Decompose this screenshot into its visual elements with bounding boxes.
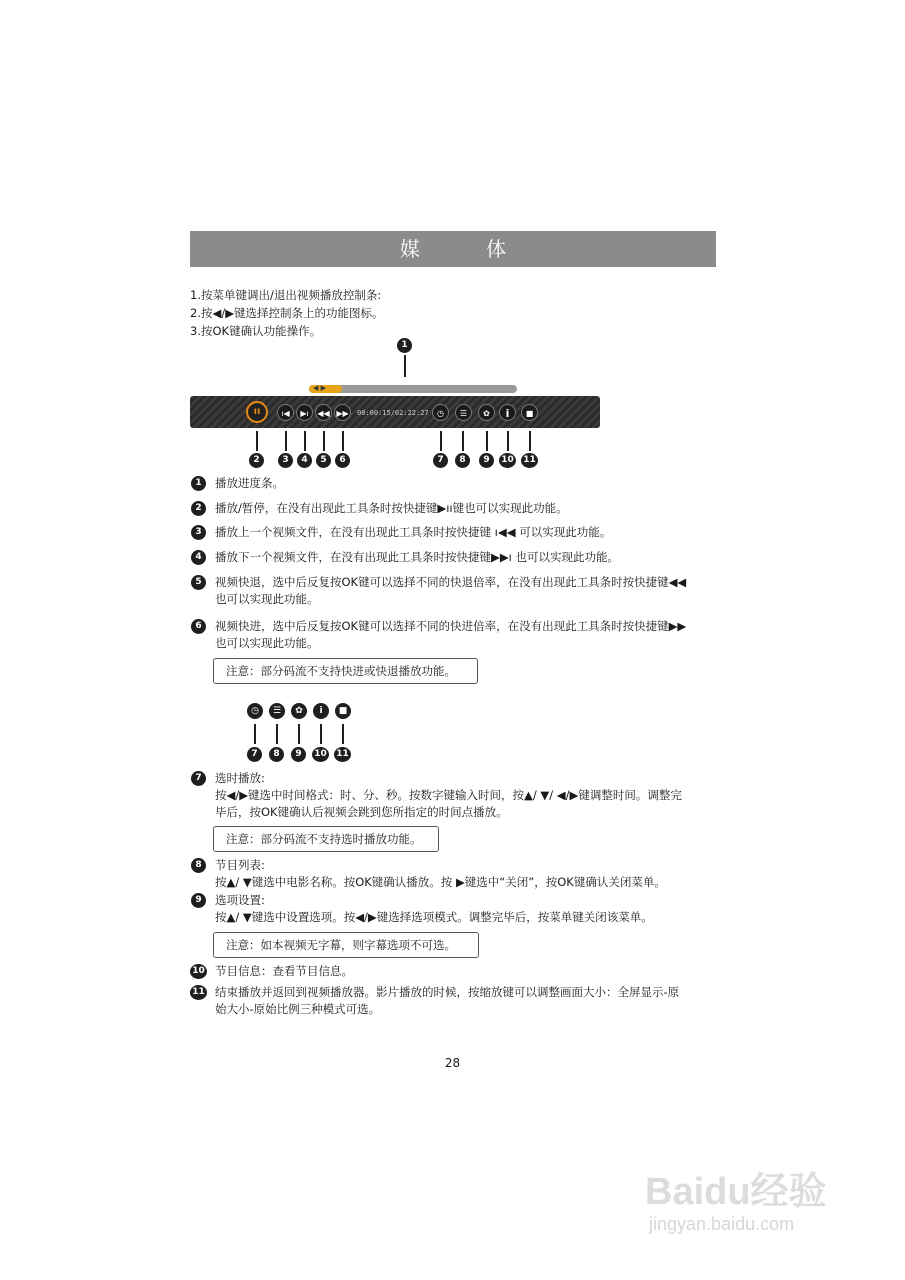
callout-8: 8 xyxy=(455,453,470,468)
item-text: 播放下一个视频文件，在没有出现此工具条时按快捷键▶▶ı 也可以实现此功能。 xyxy=(215,550,620,564)
item-number: 11 xyxy=(190,985,207,1000)
callout-6: 6 xyxy=(335,453,350,468)
note-box: 注意：部分码流不支持快进或快退播放功能。 xyxy=(213,658,478,684)
callout-line xyxy=(462,431,464,451)
item-text: 视频快退，选中后反复按OK键可以选择不同的快退倍率，在没有出现此工具条时按快捷键◀◀ xyxy=(215,575,687,589)
callout-line xyxy=(276,724,278,744)
item-number: 6 xyxy=(191,619,206,634)
callout-8: 8 xyxy=(269,747,284,762)
callout-line xyxy=(256,431,258,451)
previous-button[interactable]: ı◀ xyxy=(277,404,294,421)
callout-line xyxy=(285,431,287,451)
callout-line xyxy=(342,724,344,744)
item-text: 节目信息：查看节目信息。 xyxy=(215,964,353,978)
callout-9: 9 xyxy=(479,453,494,468)
item-title: 选项设置: xyxy=(215,893,265,907)
clock-icon: ◷ xyxy=(247,703,263,719)
step-3: 3.按OK键确认功能操作。 xyxy=(190,324,322,338)
item-number: 4 xyxy=(191,550,206,565)
callout-line xyxy=(440,431,442,451)
item-text: 始大小-原始比例三种模式可选。 xyxy=(215,1002,381,1016)
item-title: 选时播放: xyxy=(215,771,265,785)
item-text: 毕后，按OK键确认后视频会跳到您所指定的时间点播放。 xyxy=(215,805,508,819)
callout-9: 9 xyxy=(291,747,306,762)
callout-11: 11 xyxy=(334,747,351,762)
callout-line xyxy=(254,724,256,744)
callout-line xyxy=(404,355,406,377)
item-number: 10 xyxy=(190,964,207,979)
callout-11: 11 xyxy=(521,453,538,468)
info-icon[interactable]: i xyxy=(499,404,516,421)
item-text: 播放进度条。 xyxy=(215,476,284,490)
time-readout: 00:00:15/02:22:27 xyxy=(357,409,429,417)
item-text: 也可以实现此功能。 xyxy=(215,636,319,650)
callout-7: 7 xyxy=(247,747,262,762)
item-number: 9 xyxy=(191,893,206,908)
item-number: 3 xyxy=(191,525,206,540)
settings-gear-icon: ✿ xyxy=(291,703,307,719)
fast-forward-button[interactable]: ▶▶ xyxy=(334,404,351,421)
callout-line xyxy=(323,431,325,451)
item-text: 视频快进，选中后反复按OK键可以选择不同的快进倍率，在没有出现此工具条时按快捷键▶▶ xyxy=(215,619,687,633)
callout-line xyxy=(304,431,306,451)
watermark xyxy=(645,1150,855,1240)
item-text: 播放上一个视频文件，在没有出现此工具条时按快捷键 ı◀◀ 可以实现此功能。 xyxy=(215,525,612,539)
watermark-url: jingyan.baidu.com xyxy=(649,1214,795,1234)
playlist-icon: ☰ xyxy=(269,703,285,719)
playlist-icon[interactable]: ☰ xyxy=(455,404,472,421)
callout-line xyxy=(298,724,300,744)
step-1: 1.按菜单键调出/退出视频播放控制条: xyxy=(190,288,382,302)
item-text: 播放/暂停，在没有出现此工具条时按快捷键▶ıı键也可以实现此功能。 xyxy=(215,501,568,515)
callout-line xyxy=(342,431,344,451)
note-box: 注意：部分码流不支持选时播放功能。 xyxy=(213,826,439,852)
item-number: 7 xyxy=(191,771,206,786)
stop-icon: ■ xyxy=(335,703,351,719)
settings-gear-icon[interactable]: ✿ xyxy=(478,404,495,421)
callout-4: 4 xyxy=(297,453,312,468)
rewind-button[interactable]: ◀◀ xyxy=(315,404,332,421)
play-pause-button[interactable]: ıı xyxy=(246,401,268,423)
item-number: 1 xyxy=(191,476,206,491)
section-header: 媒 体 xyxy=(190,231,716,267)
callout-line xyxy=(320,724,322,744)
item-title: 节目列表: xyxy=(215,858,265,872)
next-button[interactable]: ▶ı xyxy=(296,404,313,421)
callout-2: 2 xyxy=(249,453,264,468)
watermark-brand: Baidu经验 xyxy=(645,1171,827,1213)
item-text: 按◀/▶键选中时间格式：时、分、秒。按数字键输入时间，按▲/ ▼/ ◀/▶键调整时间。调整完 xyxy=(215,788,682,802)
callout-1: 1 xyxy=(397,338,412,353)
item-text: 也可以实现此功能。 xyxy=(215,592,319,606)
item-number: 5 xyxy=(191,575,206,590)
callout-5: 5 xyxy=(316,453,331,468)
item-text: 按▲/ ▼键选中电影名称。按OK键确认播放。按 ▶键选中“关闭”，按OK键确认关闭菜单。 xyxy=(215,875,666,889)
callout-line xyxy=(529,431,531,451)
callout-7: 7 xyxy=(433,453,448,468)
item-text: 按▲/ ▼键选中设置选项。按◀/▶键选择选项模式。调整完毕后，按菜单键关闭该菜单。 xyxy=(215,910,653,924)
page-number: 28 xyxy=(444,1056,461,1070)
item-number: 8 xyxy=(191,858,206,873)
item-text: 结束播放并返回到视频播放器。影片播放的时候，按缩放键可以调整画面大小：全屏显示-原 xyxy=(215,985,680,999)
info-icon: i xyxy=(313,703,329,719)
callout-line xyxy=(507,431,509,451)
clock-icon[interactable]: ◷ xyxy=(432,404,449,421)
callout-line xyxy=(486,431,488,451)
progress-arrows-icon: ◀ ▶ xyxy=(313,384,326,392)
step-2: 2.按◀/▶键选择控制条上的功能图标。 xyxy=(190,306,384,320)
callout-3: 3 xyxy=(278,453,293,468)
item-number: 2 xyxy=(191,501,206,516)
callout-10: 10 xyxy=(312,747,329,762)
stop-icon[interactable]: ■ xyxy=(521,404,538,421)
note-box: 注意：如本视频无字幕，则字幕选项不可选。 xyxy=(213,932,479,958)
callout-10: 10 xyxy=(499,453,516,468)
